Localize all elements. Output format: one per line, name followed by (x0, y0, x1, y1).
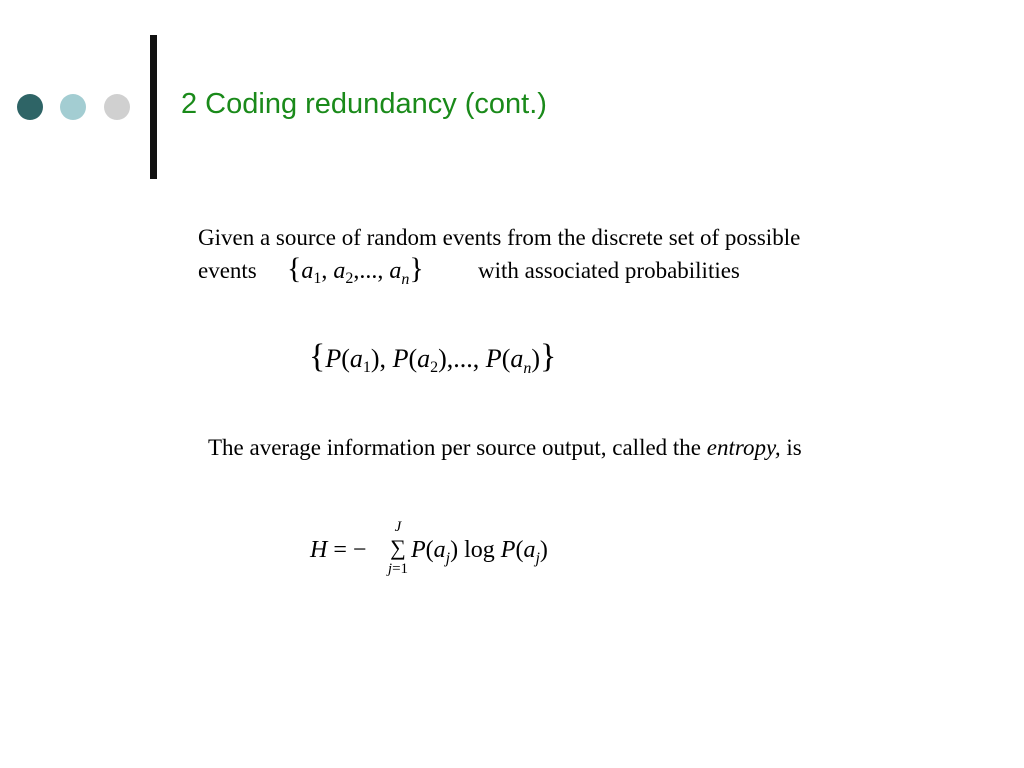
probs-a2-symbol: a (417, 344, 431, 373)
probs-open-brace: { (309, 338, 326, 375)
paragraph-2-prefix: The average information per source output, called the (208, 435, 707, 460)
paragraph-1-events-label: events (198, 258, 257, 283)
paragraph-1-probabilities-text: with associated probabilities (478, 258, 740, 283)
entropy-a1-symbol: a (433, 537, 446, 563)
probs-a1-symbol: a (349, 344, 363, 373)
decorative-dot-gray (104, 94, 130, 120)
probs-close-brace: } (540, 338, 557, 375)
events-ellipsis: ,..., (353, 258, 384, 284)
entropy-equation (310, 519, 630, 589)
entropy-j2-subscript: j (535, 550, 540, 567)
decorative-dot-teal (60, 94, 86, 120)
decorative-dot-dark (17, 94, 43, 120)
probability-set-equation: {$P(a_1)$, $P(a_2)$,..., $P(a_n)$} (309, 338, 557, 377)
probs-a1-subscript: 1 (362, 359, 371, 376)
entropy-h-symbol: H (310, 537, 328, 563)
paragraph-2-suffix: is (780, 435, 802, 460)
entropy-term: entropy, (706, 435, 781, 460)
title-divider-bar (150, 35, 157, 179)
probs-an-symbol: a (510, 344, 524, 373)
events-an-subscript: n (401, 271, 410, 288)
events-a2-subscript: 2 (345, 270, 354, 287)
entropy-a2-symbol: a (523, 537, 536, 563)
probs-p1-func: P (325, 344, 342, 373)
events-an-symbol: a (389, 258, 402, 284)
entropy-equals-minus: = − (333, 537, 367, 563)
sum-sign: ∑ (390, 535, 406, 560)
entropy-j1-subscript: j (445, 550, 451, 567)
probs-sep: ), (370, 344, 387, 373)
paragraph-1-line-1: Given a source of random events from the discrete set of possible (198, 225, 801, 250)
slide-title: 2 Coding redundancy (cont.) (181, 88, 547, 120)
probs-pn-func: P (485, 344, 502, 373)
entropy-p2-func: P (500, 537, 516, 563)
summation-block (383, 519, 413, 577)
sum-upper-limit: J (394, 519, 402, 535)
entropy-log: log (464, 537, 495, 563)
probs-a2-subscript: 2 (430, 359, 439, 376)
events-open-brace: { (287, 252, 302, 285)
entropy-p1-func: P (411, 537, 426, 563)
events-a2-symbol: a (333, 258, 346, 284)
probs-an-subscript: n (523, 360, 532, 377)
probs-p2-func: P (392, 344, 409, 373)
entropy-rhs: $P(a_j)$ $\log P(a_j)$ (411, 537, 548, 567)
events-close-brace: } (409, 252, 424, 285)
events-comma: , (321, 258, 328, 284)
entropy-lhs (310, 537, 366, 564)
events-a1-symbol: a (301, 258, 314, 284)
paragraph-2 (208, 435, 802, 461)
events-set-equation (287, 252, 424, 289)
events-a1-subscript: 1 (313, 270, 322, 287)
probs-ellipsis: ),..., (438, 344, 480, 373)
sum-lower-limit: j=1 (387, 561, 409, 577)
